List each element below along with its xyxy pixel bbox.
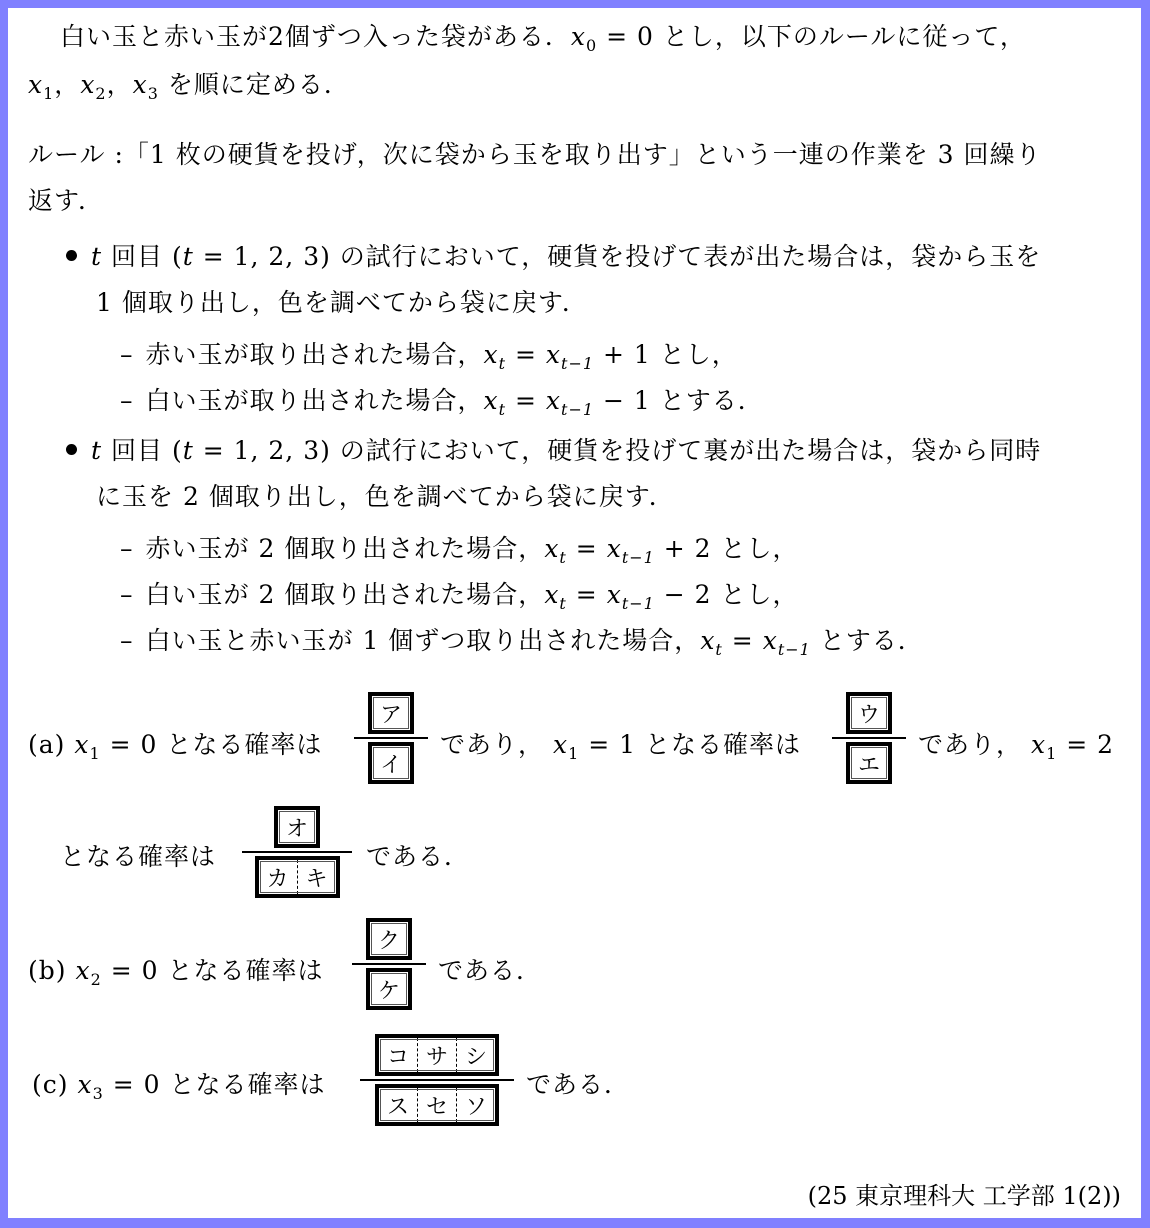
subscript: t−1 — [621, 548, 655, 567]
source-credit: (25 東京理科大 工学部 1(2)) — [807, 1182, 1121, 1210]
question-a-tail: である． — [366, 842, 471, 871]
var-x: x — [74, 730, 90, 759]
answer-box-denominator[interactable] — [366, 968, 412, 1010]
answer-cell[interactable]: イ — [379, 752, 402, 778]
bullet-1-sub-1 — [120, 340, 738, 379]
question-a-line-2: となる確率は — [60, 842, 217, 871]
question-c-line — [32, 1070, 325, 1109]
answer-cell[interactable]: エ — [857, 752, 880, 778]
fraction-bar — [352, 963, 426, 965]
fraction-bar — [242, 851, 352, 853]
answer-cell[interactable]: ク — [377, 928, 400, 954]
subscript: 3 — [147, 84, 159, 103]
text: とする． — [810, 626, 924, 655]
question-a-line-1c — [918, 730, 1114, 769]
subscript: t−1 — [561, 354, 595, 373]
var-x: x — [700, 626, 716, 655]
intro-text: を順に定める． — [158, 70, 350, 99]
intro-text: = 0 とし，以下のルールに従って， — [597, 22, 1026, 51]
text: 回目 ( — [102, 242, 183, 271]
answer-fraction-c — [360, 1034, 514, 1126]
subscript: 1 — [1046, 744, 1058, 763]
subscript: t−1 — [621, 594, 655, 613]
answer-cell[interactable]: オ — [285, 816, 308, 842]
answer-box-numerator[interactable] — [375, 1034, 499, 1076]
bullet-1-sub-2 — [120, 386, 764, 425]
question-label: (b) — [28, 956, 67, 985]
subscript: t — [559, 548, 567, 567]
text: 回目 ( — [102, 436, 183, 465]
text: = 1, 2, 3) の試行において，硬貨を投げて表が出た場合は，袋から玉を — [193, 242, 1042, 271]
answer-box-denominator[interactable] — [375, 1084, 499, 1126]
text: 赤い玉が取り出された場合， — [145, 340, 484, 369]
comma: ， — [106, 70, 133, 99]
var-x: x — [544, 534, 560, 563]
text: であり， — [918, 730, 1023, 759]
question-c-tail: である． — [526, 1070, 631, 1099]
text: = 1, 2, 3) の試行において，硬貨を投げて裏が出た場合は，袋から同時 — [193, 436, 1042, 465]
question-b-line — [28, 956, 323, 995]
rule-line-2: 返す． — [28, 186, 105, 215]
var-x: x — [483, 386, 499, 415]
var-t: t — [91, 436, 103, 465]
answer-fraction-a-3 — [242, 806, 352, 898]
subscript: t — [715, 640, 723, 659]
text: 白い玉と赤い玉が 1 個ずつ取り出された場合， — [145, 626, 701, 655]
formula: = x — [566, 580, 622, 609]
answer-box-numerator[interactable] — [274, 806, 320, 848]
text: = 0 となる確率は — [100, 730, 323, 759]
bullet-1-line-1 — [66, 242, 1041, 272]
subscript: t — [498, 400, 507, 419]
formula: = x — [506, 340, 562, 369]
subscript: t−1 — [561, 400, 595, 419]
var-x: x — [75, 956, 91, 985]
answer-cell[interactable]: ア — [379, 702, 402, 728]
fraction-bar — [360, 1079, 514, 1081]
answer-cell[interactable]: カ — [266, 866, 289, 892]
text: = 2 — [1057, 730, 1115, 759]
subscript: 0 — [586, 36, 598, 55]
rule-line-1: ルール :「1 枚の硬貨を投げ，次に袋から玉を取り出す」という一連の作業を 3 回繰り — [28, 140, 1042, 169]
text: + 1 とし， — [594, 340, 738, 369]
var-x3: x — [132, 70, 148, 99]
answer-box-denominator[interactable] — [255, 856, 340, 898]
subscript: t — [498, 354, 507, 373]
text: = 0 となる確率は — [101, 956, 324, 985]
answer-box-numerator[interactable] — [846, 692, 892, 734]
answer-box-denominator[interactable] — [846, 742, 892, 784]
text: であり， — [440, 730, 545, 759]
var-t: t — [182, 436, 194, 465]
answer-fraction-a-2 — [832, 692, 906, 784]
dash-icon: – — [120, 534, 134, 563]
fraction-bar — [354, 737, 428, 739]
var-t: t — [91, 242, 103, 271]
var-x: x — [544, 580, 560, 609]
text: = 1 となる確率は — [579, 730, 801, 759]
text: − 2 とし， — [654, 580, 799, 609]
text: + 2 とし， — [654, 534, 799, 563]
answer-cell[interactable]: ウ — [857, 702, 880, 728]
subscript: 2 — [95, 84, 107, 103]
answer-cell[interactable]: セ — [417, 1088, 456, 1122]
bullet-1-line-2: 1 個取り出し，色を調べてから袋に戻す． — [96, 288, 588, 317]
bullet-2-sub-1 — [120, 534, 799, 573]
text: 赤い玉が 2 個取り出された場合， — [145, 534, 545, 563]
dash-icon: – — [120, 626, 134, 655]
subscript: 1 — [43, 84, 55, 103]
text: − 1 とする． — [594, 386, 764, 415]
subscript: 1 — [89, 744, 101, 763]
question-b-tail: である． — [438, 956, 543, 985]
question-a-line-1b — [440, 730, 801, 769]
dash-icon: – — [120, 386, 134, 415]
answer-cell[interactable]: コ — [386, 1044, 409, 1070]
subscript: 2 — [90, 970, 102, 989]
bullet-2-line-1 — [66, 436, 1041, 466]
question-a-line-1 — [28, 730, 322, 769]
bullet-2-sub-3 — [120, 626, 924, 665]
text: 白い玉が取り出された場合， — [145, 386, 484, 415]
intro-line-2 — [28, 70, 350, 109]
answer-cell[interactable]: ケ — [377, 978, 400, 1004]
var-x: x — [483, 340, 499, 369]
var-x0: x — [570, 22, 587, 51]
answer-cell[interactable]: ス — [386, 1094, 409, 1120]
var-t: t — [182, 242, 194, 271]
comma: ， — [54, 70, 81, 99]
answer-fraction-a-1 — [354, 692, 428, 784]
bullet-icon — [66, 444, 77, 455]
subscript: t−1 — [777, 640, 811, 659]
text: 白い玉が 2 個取り出された場合， — [145, 580, 545, 609]
formula: = x — [722, 626, 778, 655]
bullet-2-sub-2 — [120, 580, 799, 619]
var-x: x — [77, 1070, 93, 1099]
answer-box-denominator[interactable] — [368, 742, 414, 784]
bullet-icon — [66, 250, 77, 261]
subscript: 1 — [568, 744, 580, 763]
var-x: x — [1030, 730, 1047, 759]
answer-box-numerator[interactable] — [368, 692, 414, 734]
var-x2: x — [80, 70, 96, 99]
answer-cell[interactable]: キ — [297, 860, 336, 894]
formula: = x — [506, 386, 562, 415]
subscript: 3 — [92, 1084, 104, 1103]
dash-icon: – — [120, 580, 134, 609]
answer-fraction-b — [352, 918, 426, 1010]
problem-page — [8, 8, 1141, 1218]
fraction-bar — [832, 737, 906, 739]
answer-cell[interactable]: シ — [456, 1038, 495, 1072]
subscript: t — [559, 594, 567, 613]
answer-box-numerator[interactable] — [366, 918, 412, 960]
dash-icon: – — [120, 340, 134, 369]
intro-text: 白い玉と赤い玉が2個ずつ入った袋がある． — [60, 22, 571, 51]
bullet-2-line-2: に玉を 2 個取り出し，色を調べてから袋に戻す． — [96, 482, 675, 511]
text: = 0 となる確率は — [103, 1070, 326, 1099]
question-label: (a) — [28, 730, 66, 759]
answer-cell[interactable]: ソ — [456, 1088, 495, 1122]
var-x: x — [552, 730, 569, 759]
question-label: (c) — [32, 1070, 69, 1099]
var-x1: x — [28, 70, 44, 99]
intro-line-1 — [60, 22, 1026, 61]
answer-cell[interactable]: サ — [417, 1038, 456, 1072]
formula: = x — [566, 534, 622, 563]
